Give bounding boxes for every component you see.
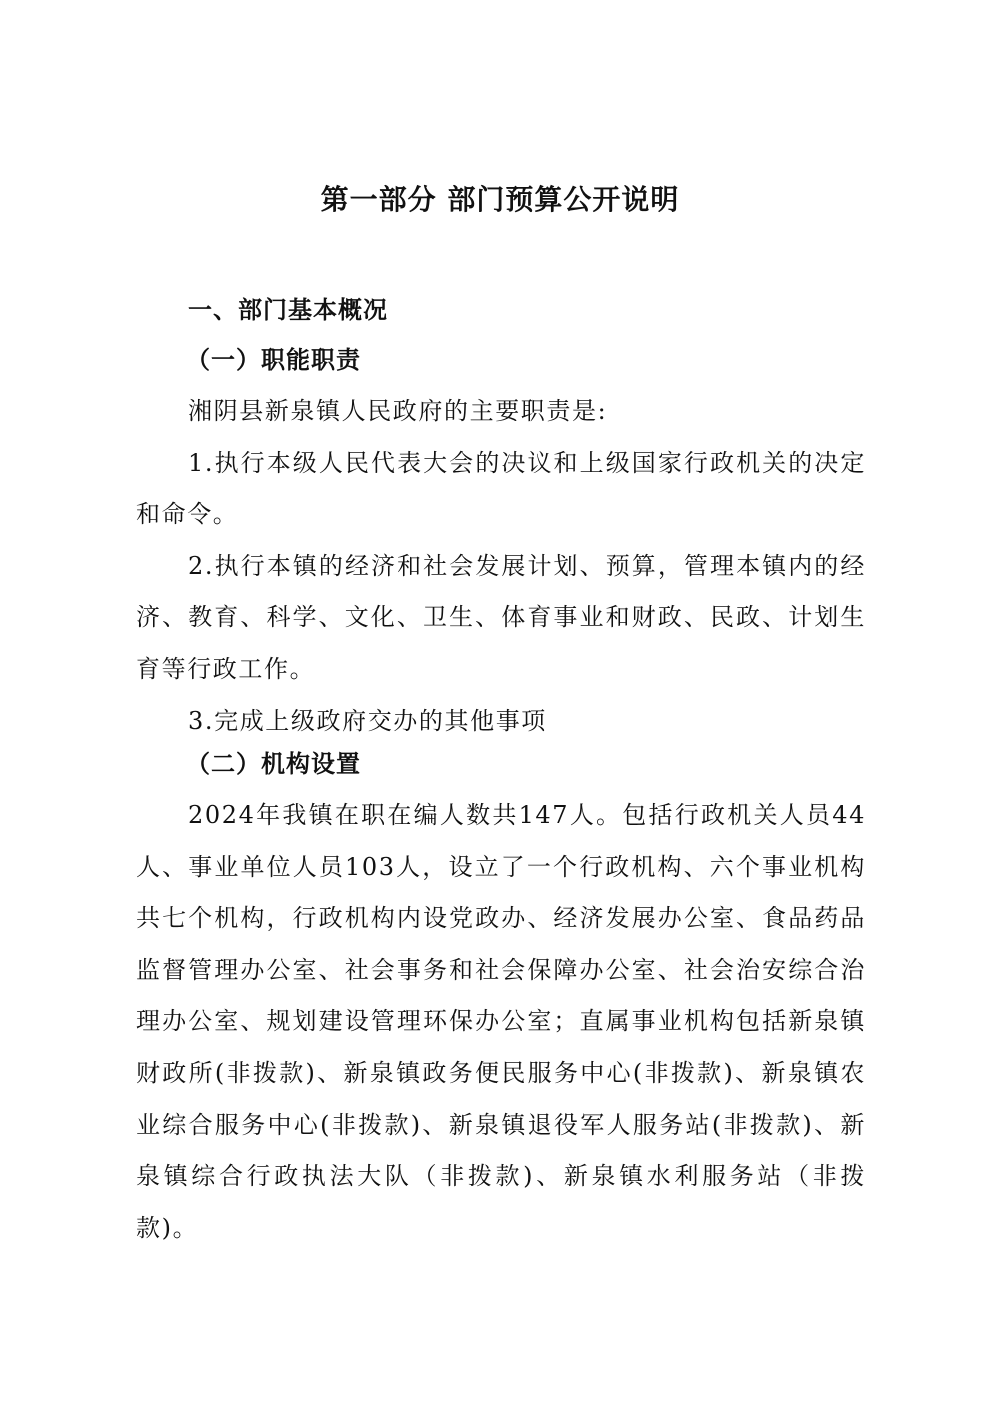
section-heading-basic-overview: 一、部门基本概况 [188,296,388,324]
functions-body [136,386,866,747]
function-item-2: 2.执行本镇的经济和社会发展计划、预算，管理本镇内的经济、教育、科学、文化、卫生、体育事业和财政、民政、计划生育等行政工作。 [136,551,866,683]
function-item-3: 3.完成上级政府交办的其他事项 [188,706,547,735]
organization-paragraph: 2024年我镇在职在编人数共147人。包括行政机关人员44人、事业单位人员103人，设立了一个行政机构、六个事业机构共七个机构，行政机构内设党政办、经济发展办公室、食品药品监督管理办公室、社会事务和社会保障办公室、社会治安综合治理办公室、规划建设管理环保办公室；直属事业机构包括新泉镇财政所(非拨款)、新泉镇政务便民服务中心(非拨款)、新泉镇农业综合服务中心(非拨款)、新泉镇退役军人服务站(非拨款)、新泉镇综合行政执法大队（非拨款)、新泉镇水利服务站（非拨款)。 [136,801,866,1242]
subsection-heading-functions: （一）职能职责 [186,346,361,374]
organization-body [136,790,866,1254]
functions-intro: 湘阴县新泉镇人民政府的主要职责是: [188,397,608,425]
subsection-heading-organization: （二）机构设置 [186,750,361,778]
function-item-1: 1.执行本级人民代表大会的决议和上级国家行政机关的决定和命令。 [136,448,866,529]
document-title: 第一部分 部门预算公开说明 [320,183,680,216]
